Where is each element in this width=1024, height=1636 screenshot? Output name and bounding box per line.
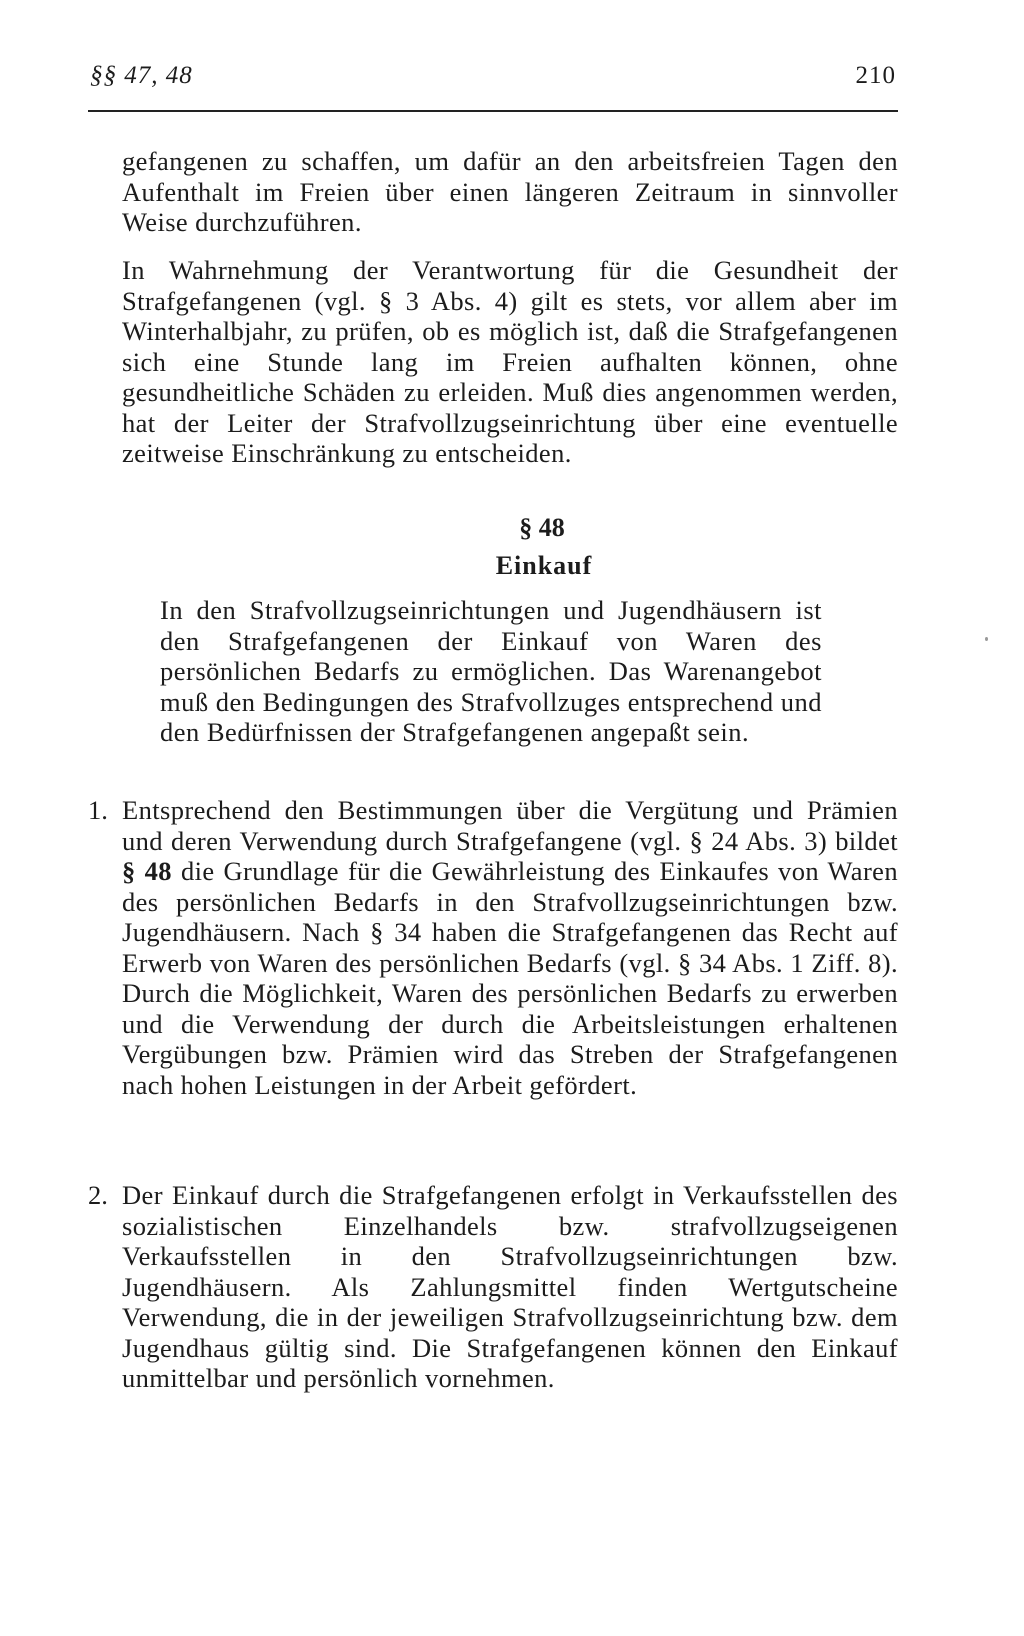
continuation-paragraph: gefangenen zu schaffen, um dafür an den arbeitsfreien Tagen den Aufenthalt im Freien über einen längeren Zeitraum in sinnvoller Weise durchzuführen. [122, 146, 898, 237]
running-header-section-ref: §§ 47, 48 [90, 62, 193, 89]
header-divider [88, 110, 898, 112]
section-number: § 48 [519, 513, 565, 542]
commentary-text-before-ref: Entsprechend den Bestimmungen über die Vergütung und Prämien und deren Verwendung durch Strafgefangene (vgl. § 24 Abs. 3) bildet [122, 795, 898, 856]
commentary-item-text [122, 795, 898, 1100]
commentary-text-after-ref: die Grundlage für die Gewährleistung des Einkaufes von Waren des persönlichen Bedarfs in den Strafvollzugseinrichtungen bzw. Jugendhäusern. Nach § 34 haben die Strafgefangenen das Recht auf Erwerb von Waren des persönlichen Bedarfs (vgl. § 34 Abs. 1 Ziff. 8). Durch die Möglichkeit, Waren des persönlichen Bedarfs zu erwerben und die Verwendung der durch die Arbeitsleistungen erhaltenen Vergübungen bzw. Prämien wird das Streben der Strafgefangenen nach hohen Leistungen in der Arbeit gefördert. [122, 856, 898, 1100]
commentary-item-number: 2. [88, 1180, 108, 1210]
bold-section-reference: § 48 [122, 856, 172, 886]
law-text: In den Strafvollzugseinrichtungen und Jugendhäusern ist den Strafgefangenen der Einkauf von Waren des persönlichen Bedarfs zu ermöglichen. Das Warenangebot muß den Bedingungen des Strafvollzuges entsprechend und den Bedürfnissen der Strafgefangenen angepaßt sein. [160, 595, 822, 747]
health-paragraph: In Wahrnehmung der Verantwortung für die Gesundheit der Strafgefangenen (vgl. § 3 Abs. 4) gilt es stets, vor allem aber im Winterhalbjahr, zu prüfen, ob es möglich ist, daß die Strafgefangenen sich eine Stunde lang im Freien aufhalten können, ohne gesundheitliche Schäden zu erleiden. Muß dies angenommen werden, hat der Leiter der Strafvollzugseinrichtung über eine eventuelle zeitweise Einschränkung zu entscheiden. [122, 255, 898, 468]
page-number: 210 [855, 62, 896, 89]
commentary-item-number: 1. [88, 795, 108, 825]
commentary-item-text: Der Einkauf durch die Strafgefangenen erfolgt in Verkaufsstellen des sozialistischen Einzelhandels bzw. strafvollzugseigenen Verkaufsstellen in den Strafvollzugseinrichtungen bzw. Jugendhäusern. Als Zahlungsmittel finden Wertgutscheine Verwendung, die in der jeweiligen Strafvollzugseinrichtung bzw. dem Jugendhaus gültig sind. Die Strafgefangenen können den Einkauf unmittelbar und persönlich vornehmen. [122, 1180, 898, 1393]
scan-speck [985, 637, 988, 641]
section-title: Einkauf [495, 551, 593, 580]
